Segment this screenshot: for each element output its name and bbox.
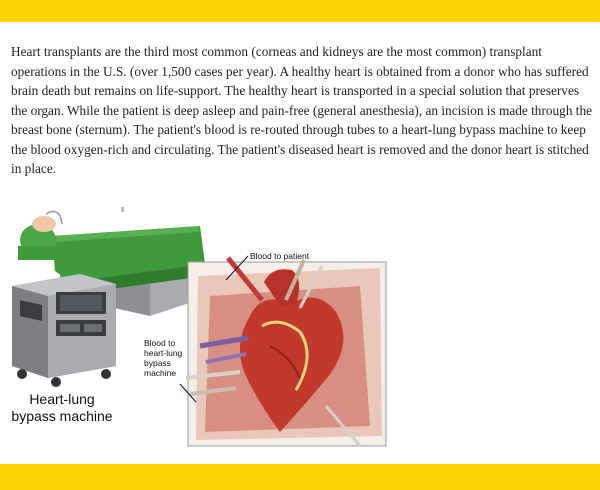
bottom-accent-bar xyxy=(0,464,600,490)
label-bypass-line4: machine xyxy=(144,368,177,378)
top-accent-bar xyxy=(0,0,600,22)
heart-transplant-illustration xyxy=(0,196,600,464)
label-blood-to-patient: Blood to patient xyxy=(250,251,310,261)
machine-label-line2: bypass machine xyxy=(11,408,113,424)
stray-mark xyxy=(121,207,124,212)
machine-label-line1: Heart-lung xyxy=(29,391,95,407)
label-bypass-line2: heart-lung xyxy=(144,348,183,358)
label-bypass-line3: bypass xyxy=(144,358,171,368)
label-bypass-line1: Blood to xyxy=(144,338,176,348)
article-paragraph: Heart transplants are the third most common (corneas and kidneys are the most common) transplant operations in the U.S. (over 1,500 cases per year). A healthy heart is obtained from a donor who has suffered brain death but remains on life-support. The healthy heart is transported in a special solution that preserves the organ. While the patient is deep asleep and pain-free (general anesthesia), an incision is made through the breast bone (sternum). The patient's blood is re-routed through tubes to a heart-lung bypass machine to keep the blood oxygen-rich and circulating. The patient's diseased heart is removed and the donor heart is stitched in place. xyxy=(11,44,593,176)
heart-inset xyxy=(186,258,386,446)
bypass-machine xyxy=(12,274,116,387)
